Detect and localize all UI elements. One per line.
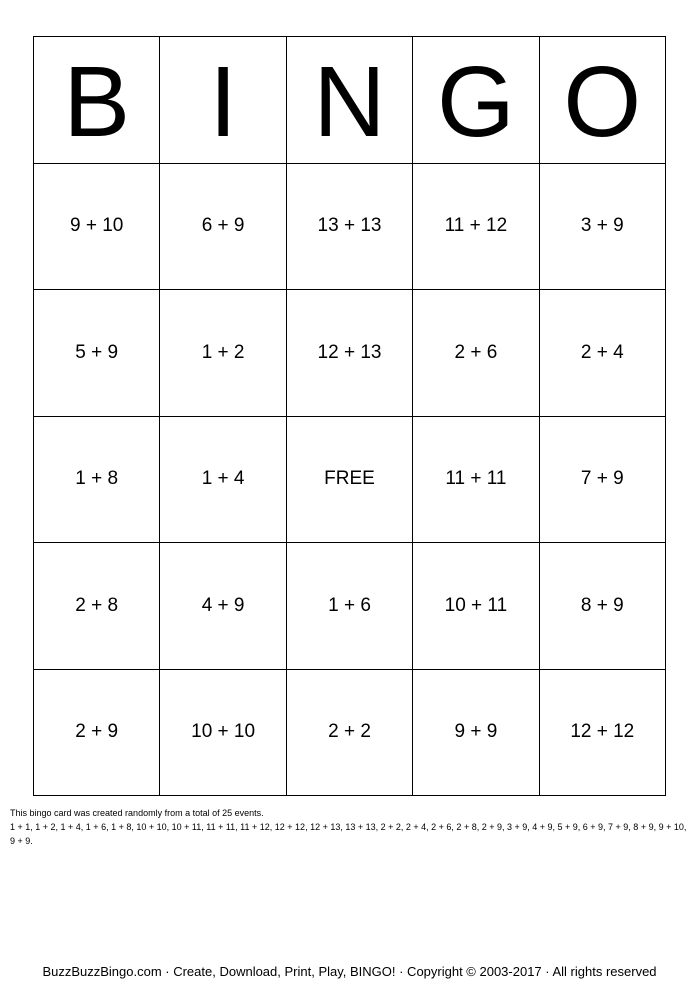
bingo-cell: 9 + 10 — [34, 164, 160, 291]
bingo-cell: 2 + 8 — [34, 543, 160, 670]
bingo-cell: 1 + 4 — [160, 417, 286, 544]
bingo-cell: 2 + 9 — [34, 670, 160, 797]
header-letter-n: N — [287, 37, 413, 164]
bingo-cell: 11 + 12 — [413, 164, 539, 291]
header-letter-i: I — [160, 37, 286, 164]
bingo-cell: 1 + 6 — [287, 543, 413, 670]
bingo-cell: 8 + 9 — [540, 543, 666, 670]
bingo-cell: 2 + 2 — [287, 670, 413, 797]
bingo-cell: 9 + 9 — [413, 670, 539, 797]
bingo-cell: 1 + 8 — [34, 417, 160, 544]
bingo-cell: 5 + 9 — [34, 290, 160, 417]
caption-events-list: 1 + 1, 1 + 2, 1 + 4, 1 + 6, 1 + 8, 10 + 10, 10 + 11, 11 + 11, 11 + 12, 12 + 12, 12 + 13, 13 + 13, 2 + 2, 2 + 4, 2 + 6, 2 + 8, 2 + 9, 3 + 9, 4 + 9, 5 + 9, 6 + 9, 7 + 9, 8 + 9, 9 + 10, 9 + 9. — [10, 822, 687, 846]
caption-intro: This bingo card was created randomly from a total of 25 events. — [10, 808, 264, 818]
bingo-cell: 4 + 9 — [160, 543, 286, 670]
footer-copyright: BuzzBuzzBingo.com · Create, Download, Print, Play, BINGO! · Copyright © 2003-2017 · All rights reserved — [42, 964, 657, 979]
bingo-cell: 11 + 11 — [413, 417, 539, 544]
bingo-card — [33, 36, 666, 796]
bingo-cell: 3 + 9 — [540, 164, 666, 291]
bingo-cell: 13 + 13 — [287, 164, 413, 291]
bingo-cell: 12 + 13 — [287, 290, 413, 417]
card-caption — [10, 806, 690, 848]
bingo-cell: 10 + 10 — [160, 670, 286, 797]
header-letter-b: B — [34, 37, 160, 164]
bingo-cell: 2 + 4 — [540, 290, 666, 417]
free-space-cell: FREE — [287, 417, 413, 544]
bingo-cell: 6 + 9 — [160, 164, 286, 291]
bingo-cell: 2 + 6 — [413, 290, 539, 417]
bingo-cell: 7 + 9 — [540, 417, 666, 544]
bingo-cell: 10 + 11 — [413, 543, 539, 670]
bingo-cell: 12 + 12 — [540, 670, 666, 797]
bingo-cell: 1 + 2 — [160, 290, 286, 417]
header-letter-g: G — [413, 37, 539, 164]
header-letter-o: O — [540, 37, 666, 164]
